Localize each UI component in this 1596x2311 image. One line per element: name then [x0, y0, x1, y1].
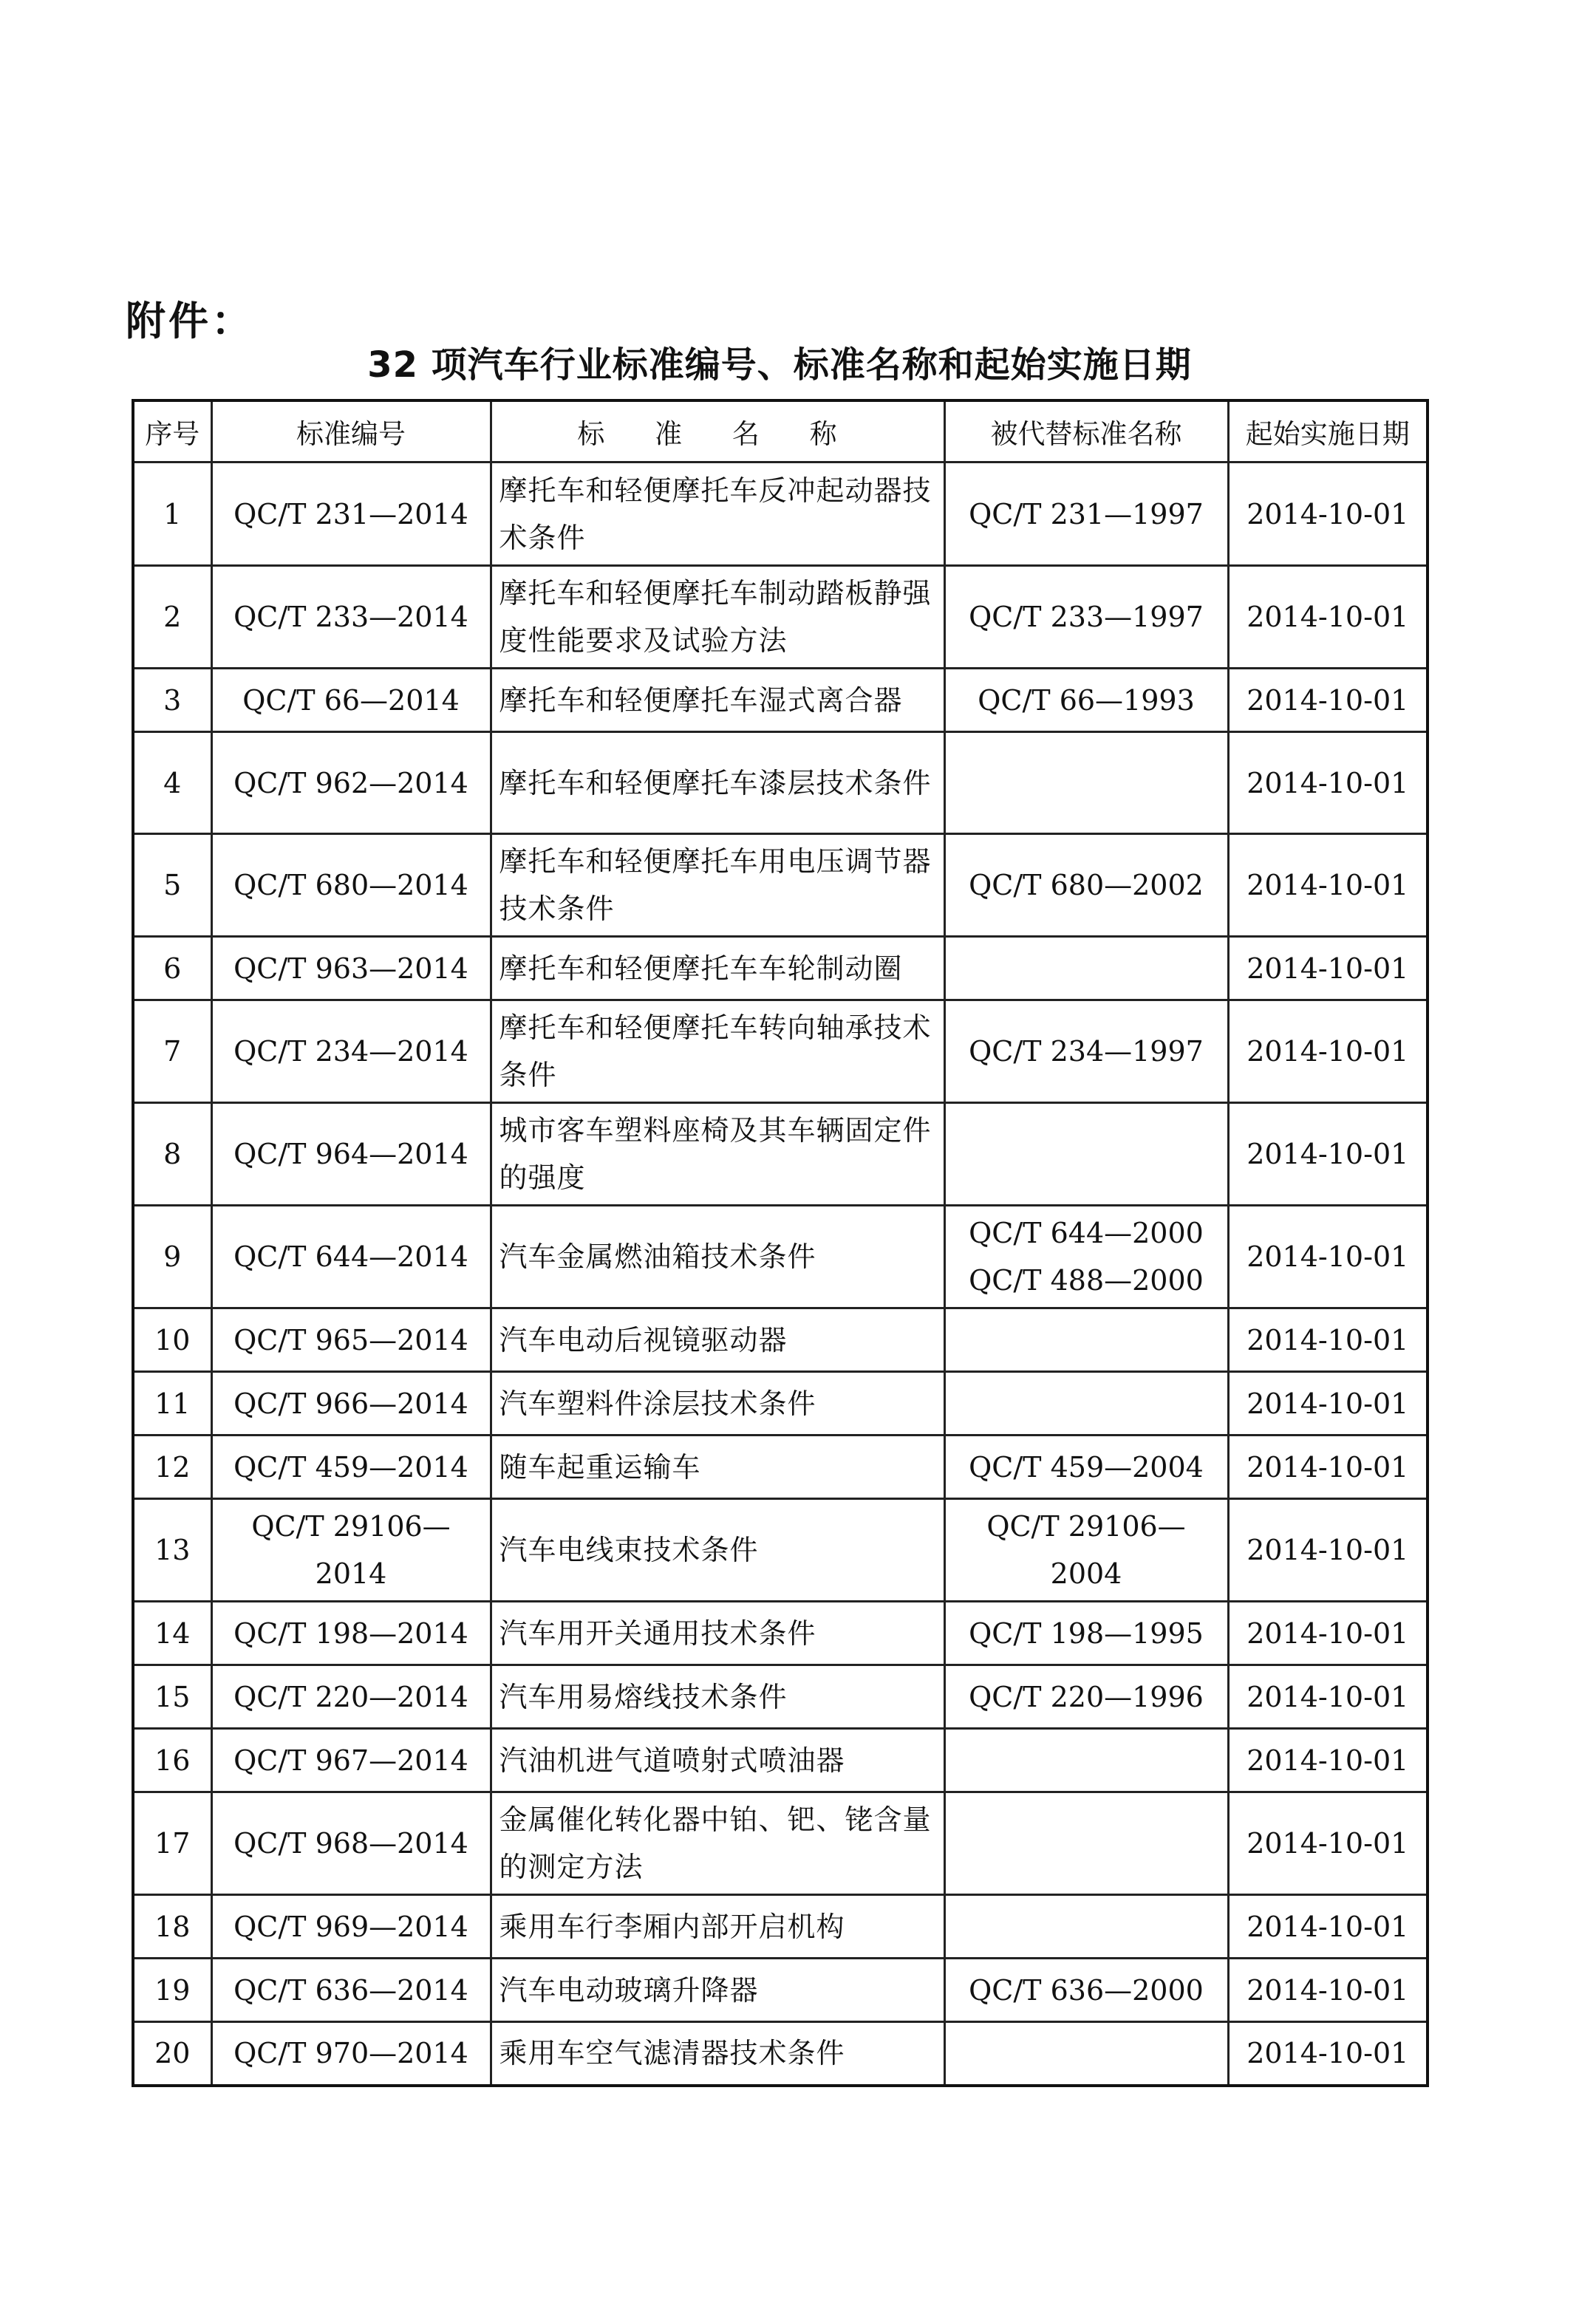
effective-date: 2014-10-01 [1228, 566, 1428, 669]
table-row [133, 1792, 1428, 1895]
replaced-standard-code: QC/T 459—2004 [969, 1450, 1204, 1484]
replaced-standard [944, 1436, 1228, 1499]
table-row [133, 669, 1428, 732]
table-row [133, 1729, 1428, 1792]
effective-date: 2014-10-01 [1228, 1206, 1428, 1308]
standard-code: QC/T 966—2014 [211, 1372, 491, 1436]
standard-name: 城市客车塑料座椅及其车辆固定件的强度 [491, 1103, 944, 1206]
replaced-standard-code: QC/T 644—2000 [969, 1217, 1204, 1249]
standard-name: 汽车用易熔线技术条件 [491, 1665, 944, 1729]
header-name: 标 准 名 称 [491, 400, 944, 462]
header-replaced: 被代替标准名称 [944, 400, 1228, 462]
table-row [133, 462, 1428, 566]
standard-code: QC/T 970—2014 [211, 2022, 491, 2086]
standard-name: 摩托车和轻便摩托车转向轴承技术条件 [491, 1000, 944, 1103]
effective-date: 2014-10-01 [1228, 2022, 1428, 2086]
row-number: 14 [133, 1602, 211, 1665]
standard-code: QC/T 459—2014 [211, 1436, 491, 1499]
row-number: 6 [133, 937, 211, 1000]
row-number: 5 [133, 834, 211, 937]
standard-name: 摩托车和轻便摩托车制动踏板静强度性能要求及试验方法 [491, 566, 944, 669]
standard-name: 汽车电动玻璃升降器 [491, 1959, 944, 2022]
effective-date: 2014-10-01 [1228, 937, 1428, 1000]
header-row [133, 400, 1428, 462]
replaced-standard [944, 1959, 1228, 2022]
row-number: 3 [133, 669, 211, 732]
standard-code: QC/T 66—2014 [211, 669, 491, 732]
standard-name: 汽车用开关通用技术条件 [491, 1602, 944, 1665]
replaced-standard [944, 834, 1228, 937]
standard-code: QC/T 963—2014 [211, 937, 491, 1000]
replaced-standard [944, 1895, 1228, 1959]
replaced-standard-code: QC/T 234—1997 [969, 1035, 1204, 1068]
replaced-standard [944, 1308, 1228, 1372]
standard-code: QC/T 234—2014 [211, 1000, 491, 1103]
standard-name: 摩托车和轻便摩托车车轮制动圈 [491, 937, 944, 1000]
table-row [133, 566, 1428, 669]
replaced-standard-code: QC/T 636—2000 [969, 1973, 1204, 2007]
row-number: 20 [133, 2022, 211, 2086]
standard-code: QC/T 964—2014 [211, 1103, 491, 1206]
effective-date: 2014-10-01 [1228, 1959, 1428, 2022]
standard-name: 摩托车和轻便摩托车漆层技术条件 [491, 732, 944, 834]
effective-date: 2014-10-01 [1228, 1372, 1428, 1436]
replaced-standard-code: QC/T 233—1997 [969, 601, 1204, 633]
table-row [133, 1206, 1428, 1308]
standard-code: QC/T 233—2014 [211, 566, 491, 669]
replaced-standard [944, 669, 1228, 732]
row-number: 8 [133, 1103, 211, 1206]
effective-date: 2014-10-01 [1228, 669, 1428, 732]
table-row [133, 1372, 1428, 1436]
table-row [133, 937, 1428, 1000]
standard-code: QC/T 967—2014 [211, 1729, 491, 1792]
effective-date: 2014-10-01 [1228, 1499, 1428, 1602]
table-row [133, 732, 1428, 834]
effective-date: 2014-10-01 [1228, 1895, 1428, 1959]
effective-date: 2014-10-01 [1228, 1602, 1428, 1665]
standard-code: QC/T 636—2014 [211, 1959, 491, 2022]
standard-name: 汽车金属燃油箱技术条件 [491, 1206, 944, 1308]
replaced-standard [944, 566, 1228, 669]
row-number: 7 [133, 1000, 211, 1103]
standard-code: QC/T 965—2014 [211, 1308, 491, 1372]
row-number: 12 [133, 1436, 211, 1499]
row-number: 9 [133, 1206, 211, 1308]
table-row [133, 1308, 1428, 1372]
table-row [133, 2022, 1428, 2086]
effective-date: 2014-10-01 [1228, 1000, 1428, 1103]
replaced-standard-code: QC/T 220—1996 [969, 1680, 1204, 1713]
row-number: 1 [133, 462, 211, 566]
standard-name: 汽油机进气道喷射式喷油器 [491, 1729, 944, 1792]
attachment-label: 附件： [126, 298, 254, 344]
table-row [133, 1499, 1428, 1602]
standard-code: QC/T 644—2014 [211, 1206, 491, 1308]
effective-date: 2014-10-01 [1228, 462, 1428, 566]
effective-date: 2014-10-01 [1228, 1103, 1428, 1206]
table-row [133, 1665, 1428, 1729]
table-row [133, 1602, 1428, 1665]
header-date: 起始实施日期 [1228, 400, 1428, 462]
replaced-standard [944, 1729, 1228, 1792]
table-row [133, 1959, 1428, 2022]
table-row [133, 1103, 1428, 1206]
standard-code: QC/T 962—2014 [211, 732, 491, 834]
replaced-standard [944, 1103, 1228, 1206]
standards-table [132, 399, 1429, 2087]
standard-name: 汽车塑料件涂层技术条件 [491, 1372, 944, 1436]
effective-date: 2014-10-01 [1228, 1729, 1428, 1792]
row-number: 17 [133, 1792, 211, 1895]
replaced-standard [944, 1665, 1228, 1729]
replaced-standard [944, 1372, 1228, 1436]
row-number: 11 [133, 1372, 211, 1436]
standard-code: QC/T 29106—2014 [211, 1499, 491, 1602]
effective-date: 2014-10-01 [1228, 1308, 1428, 1372]
table-row [133, 1895, 1428, 1959]
effective-date: 2014-10-01 [1228, 1792, 1428, 1895]
standard-name: 随车起重运输车 [491, 1436, 944, 1499]
replaced-standard-code: QC/T 198—1995 [969, 1617, 1204, 1650]
effective-date: 2014-10-01 [1228, 1436, 1428, 1499]
replaced-standard [944, 1792, 1228, 1895]
table-header [133, 400, 1428, 462]
row-number: 2 [133, 566, 211, 669]
replaced-standard [944, 937, 1228, 1000]
replaced-standard [944, 732, 1228, 834]
header-no: 序号 [133, 400, 211, 462]
standard-code: QC/T 198—2014 [211, 1602, 491, 1665]
standard-name: 摩托车和轻便摩托车用电压调节器技术条件 [491, 834, 944, 937]
standard-code: QC/T 969—2014 [211, 1895, 491, 1959]
replaced-standard-code: QC/T 29106—2004 [986, 1510, 1186, 1590]
table-row [133, 834, 1428, 937]
row-number: 19 [133, 1959, 211, 2022]
standard-name: 乘用车空气滤清器技术条件 [491, 2022, 944, 2086]
document-title: 32 项汽车行业标准编号、标准名称和起始实施日期 [367, 344, 1192, 386]
replaced-standard-code: QC/T 680—2002 [969, 869, 1204, 901]
standard-name: 汽车电动后视镜驱动器 [491, 1308, 944, 1372]
row-number: 18 [133, 1895, 211, 1959]
standard-name: 乘用车行李厢内部开启机构 [491, 1895, 944, 1959]
row-number: 10 [133, 1308, 211, 1372]
table-row [133, 1000, 1428, 1103]
table-row [133, 1436, 1428, 1499]
row-number: 4 [133, 732, 211, 834]
standard-code: QC/T 231—2014 [211, 462, 491, 566]
standard-name: 金属催化转化器中铂、钯、铑含量的测定方法 [491, 1792, 944, 1895]
standard-name: 摩托车和轻便摩托车反冲起动器技术条件 [491, 462, 944, 566]
replaced-standard [944, 1206, 1228, 1308]
standard-name: 汽车电线束技术条件 [491, 1499, 944, 1602]
standard-name: 摩托车和轻便摩托车湿式离合器 [491, 669, 944, 732]
table-body [133, 462, 1428, 2086]
replaced-standard [944, 1602, 1228, 1665]
effective-date: 2014-10-01 [1228, 732, 1428, 834]
replaced-standard [944, 1000, 1228, 1103]
row-number: 15 [133, 1665, 211, 1729]
header-code: 标准编号 [211, 400, 491, 462]
effective-date: 2014-10-01 [1228, 834, 1428, 937]
standard-code: QC/T 220—2014 [211, 1665, 491, 1729]
effective-date: 2014-10-01 [1228, 1665, 1428, 1729]
row-number: 13 [133, 1499, 211, 1602]
replaced-standard-code: QC/T 66—1993 [978, 683, 1195, 717]
replaced-standard [944, 1499, 1228, 1602]
standard-code: QC/T 680—2014 [211, 834, 491, 937]
standard-code: QC/T 968—2014 [211, 1792, 491, 1895]
replaced-standard [944, 462, 1228, 566]
row-number: 16 [133, 1729, 211, 1792]
replaced-standard-code: QC/T 231—1997 [969, 497, 1204, 530]
replaced-standard [944, 2022, 1228, 2086]
replaced-standard-code: QC/T 488—2000 [969, 1264, 1204, 1297]
